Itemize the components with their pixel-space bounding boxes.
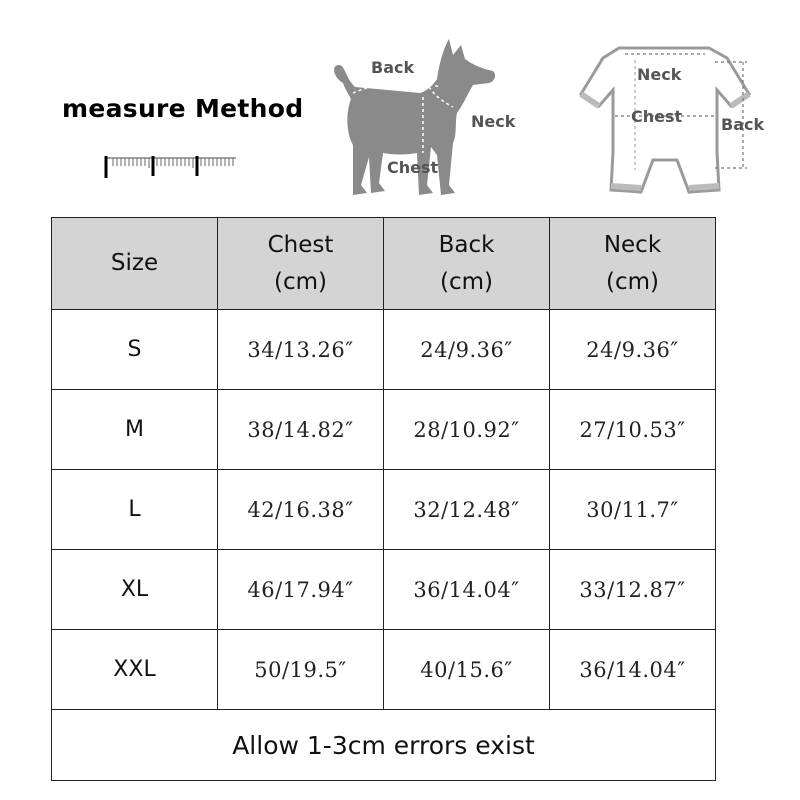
- dog-chest-label: Chest: [387, 158, 439, 177]
- header-back: [384, 218, 550, 310]
- size-cell: L: [52, 470, 218, 550]
- dog-neck-label: Neck: [471, 112, 516, 131]
- back-cell: 32/12.48″: [384, 470, 550, 550]
- chest-cell: 50/19.5″: [218, 630, 384, 710]
- back-cell: 40/15.6″: [384, 630, 550, 710]
- table-row: [52, 470, 716, 550]
- table-header-row: [52, 218, 716, 310]
- chest-cell: 34/13.26″: [218, 310, 384, 390]
- neck-cell: 33/12.87″: [550, 550, 716, 630]
- shirt-back-label: Back: [721, 115, 765, 134]
- header-back-label: Back: [438, 231, 495, 258]
- header-neck-label: Neck: [603, 231, 662, 258]
- chest-cell: 46/17.94″: [218, 550, 384, 630]
- table-row: [52, 310, 716, 390]
- measure-header: [0, 0, 800, 215]
- back-cell: 28/10.92″: [384, 390, 550, 470]
- size-cell: XXL: [52, 630, 218, 710]
- chest-cell: 42/16.38″: [218, 470, 384, 550]
- measure-method-title: measure Method: [62, 94, 304, 123]
- chest-cell: 38/14.82″: [218, 390, 384, 470]
- dog-silhouette-icon: [325, 35, 535, 205]
- header-chest-label: Chest: [267, 231, 334, 258]
- size-cell: XL: [52, 550, 218, 630]
- header-neck-unit: (cm): [606, 268, 659, 295]
- back-cell: 36/14.04″: [384, 550, 550, 630]
- header-size-label: Size: [110, 250, 159, 276]
- table-row: [52, 630, 716, 710]
- error-note: Allow 1-3cm errors exist: [52, 710, 716, 781]
- header-chest-unit: (cm): [274, 268, 327, 295]
- dog-back-label: Back: [371, 58, 415, 77]
- note-row: [52, 710, 716, 781]
- header-back-unit: (cm): [440, 268, 493, 295]
- header-size: [52, 218, 218, 310]
- neck-cell: 27/10.53″: [550, 390, 716, 470]
- back-cell: 24/9.36″: [384, 310, 550, 390]
- neck-cell: 36/14.04″: [550, 630, 716, 710]
- shirt-chest-label: Chest: [631, 107, 683, 126]
- neck-cell: 24/9.36″: [550, 310, 716, 390]
- header-neck: [550, 218, 716, 310]
- ruler-icon: [103, 150, 238, 180]
- shirt-diagram-icon: [575, 40, 775, 210]
- neck-cell: 30/11.7″: [550, 470, 716, 550]
- header-chest: [218, 218, 384, 310]
- table-row: [52, 550, 716, 630]
- table-row: [52, 390, 716, 470]
- size-cell: M: [52, 390, 218, 470]
- shirt-neck-label: Neck: [637, 65, 682, 84]
- size-cell: S: [52, 310, 218, 390]
- size-chart-table: [51, 217, 716, 781]
